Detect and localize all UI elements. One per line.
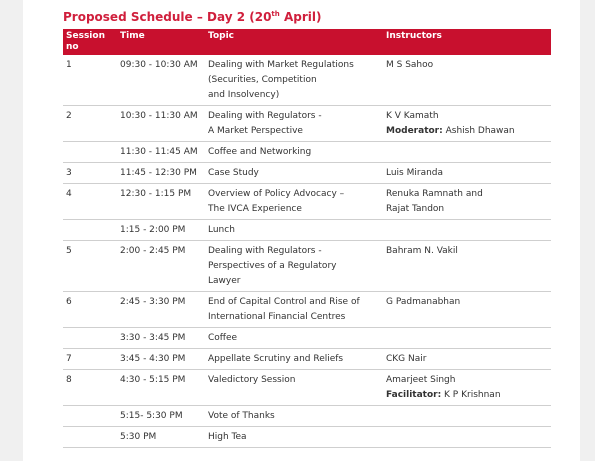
topic-line: Valedictory Session xyxy=(208,375,296,385)
session-cell: 5 xyxy=(63,241,117,292)
session-cell: 4 xyxy=(63,184,117,220)
topic-line: Perspectives of a Regulatory xyxy=(208,261,337,271)
topic-line: Coffee xyxy=(208,333,238,343)
instructor-line xyxy=(386,109,548,124)
topic-line: Lawyer xyxy=(208,276,241,286)
topic-line: Case Study xyxy=(208,168,259,178)
table-row xyxy=(63,427,551,448)
session-cell xyxy=(63,328,117,349)
header-topic: Topic xyxy=(208,31,234,41)
instructor-line xyxy=(386,295,548,310)
instructors-cell xyxy=(383,328,551,349)
instructors-cell xyxy=(383,292,551,328)
topic-cell xyxy=(205,55,383,106)
topic-cell xyxy=(205,406,383,427)
session-cell xyxy=(63,220,117,241)
instructor-line xyxy=(386,352,548,367)
topic-line: A Market Perspective xyxy=(208,126,303,136)
table-row xyxy=(63,370,551,406)
session-cell: 2 xyxy=(63,106,117,142)
table-row xyxy=(63,349,551,370)
topic-line: Coffee and Networking xyxy=(208,147,312,157)
instructor-line xyxy=(386,187,548,202)
instructors-cell xyxy=(383,142,551,163)
instructor-name: Luis Miranda xyxy=(386,168,444,178)
table-row xyxy=(63,241,551,292)
topic-line: Overview of Policy Advocacy – xyxy=(208,189,345,199)
table-header-row xyxy=(63,29,551,55)
time-cell: 11:30 - 11:45 AM xyxy=(117,142,205,163)
instructors-cell xyxy=(383,184,551,220)
topic-line: The IVCA Experience xyxy=(208,204,302,214)
instructor-name: K P Krishnan xyxy=(441,390,501,400)
session-cell: 8 xyxy=(63,370,117,406)
instructors-cell xyxy=(383,370,551,406)
topic-line: and Insolvency) xyxy=(208,90,280,100)
session-cell: 6 xyxy=(63,292,117,328)
topic-line: Lunch xyxy=(208,225,235,235)
instructor-line xyxy=(386,244,548,259)
time-cell: 2:45 - 3:30 PM xyxy=(117,292,205,328)
instructors-cell xyxy=(383,163,551,184)
instructor-line xyxy=(386,373,548,388)
topic-cell xyxy=(205,328,383,349)
instructors-cell xyxy=(383,55,551,106)
topic-line: Dealing with Regulators - xyxy=(208,246,322,256)
topic-cell xyxy=(205,427,383,448)
time-cell: 5:30 PM xyxy=(117,427,205,448)
topic-cell xyxy=(205,241,383,292)
session-cell: 1 xyxy=(63,55,117,106)
time-cell: 3:30 - 3:45 PM xyxy=(117,328,205,349)
instructor-line xyxy=(386,202,548,217)
topic-cell xyxy=(205,292,383,328)
topic-line: Vote of Thanks xyxy=(208,411,275,421)
instructor-name: CKG Nair xyxy=(386,354,427,364)
topic-line: Dealing with Regulators - xyxy=(208,111,322,121)
time-cell: 1:15 - 2:00 PM xyxy=(117,220,205,241)
instructors-cell xyxy=(383,406,551,427)
table-row xyxy=(63,292,551,328)
instructor-line xyxy=(386,388,548,403)
session-cell: 3 xyxy=(63,163,117,184)
session-cell xyxy=(63,406,117,427)
instructors-cell xyxy=(383,427,551,448)
table-row xyxy=(63,163,551,184)
table-row xyxy=(63,406,551,427)
time-cell: 5:15- 5:30 PM xyxy=(117,406,205,427)
time-cell: 12:30 - 1:15 PM xyxy=(117,184,205,220)
topic-cell xyxy=(205,370,383,406)
instructor-line xyxy=(386,166,548,181)
instructors-cell xyxy=(383,241,551,292)
time-cell: 2:00 - 2:45 PM xyxy=(117,241,205,292)
time-cell: 09:30 - 10:30 AM xyxy=(117,55,205,106)
instructor-role: Facilitator: xyxy=(386,390,442,400)
table-row xyxy=(63,106,551,142)
topic-cell xyxy=(205,184,383,220)
instructor-name: Amarjeet Singh xyxy=(386,375,456,385)
instructor-line xyxy=(386,58,548,73)
session-cell xyxy=(63,142,117,163)
instructors-cell xyxy=(383,220,551,241)
time-cell: 4:30 - 5:15 PM xyxy=(117,370,205,406)
instructor-name: Bahram N. Vakil xyxy=(386,246,458,256)
instructor-name: K V Kamath xyxy=(386,111,439,121)
header-session: Session no xyxy=(66,31,105,52)
schedule-title: Proposed Schedule – Day 2 (20th April) xyxy=(63,10,322,24)
session-cell: 7 xyxy=(63,349,117,370)
topic-cell xyxy=(205,220,383,241)
session-cell xyxy=(63,427,117,448)
header-time: Time xyxy=(120,31,145,41)
topic-line: International Financial Centres xyxy=(208,312,346,322)
schedule-table xyxy=(63,29,551,448)
topic-line: (Securities, Competition xyxy=(208,75,317,85)
instructor-name: Renuka Ramnath and xyxy=(386,189,483,199)
topic-line: End of Capital Control and Rise of xyxy=(208,297,360,307)
table-row xyxy=(63,328,551,349)
instructor-name: G Padmanabhan xyxy=(386,297,461,307)
instructor-role: Moderator: xyxy=(386,126,443,136)
topic-line: Dealing with Market Regulations xyxy=(208,60,354,70)
instructor-name: M S Sahoo xyxy=(386,60,434,70)
topic-cell xyxy=(205,163,383,184)
instructor-name: Ashish Dhawan xyxy=(442,126,515,136)
topic-line: Appellate Scrutiny and Reliefs xyxy=(208,354,344,364)
topic-cell xyxy=(205,142,383,163)
topic-cell xyxy=(205,106,383,142)
table-row xyxy=(63,220,551,241)
instructors-cell xyxy=(383,349,551,370)
time-cell: 11:45 - 12:30 PM xyxy=(117,163,205,184)
table-row xyxy=(63,184,551,220)
header-instructors: Instructors xyxy=(386,31,442,41)
table-row xyxy=(63,55,551,106)
topic-line: High Tea xyxy=(208,432,247,442)
instructors-cell xyxy=(383,106,551,142)
time-cell: 3:45 - 4:30 PM xyxy=(117,349,205,370)
instructor-name: Rajat Tandon xyxy=(386,204,445,214)
table-row xyxy=(63,142,551,163)
instructor-line xyxy=(386,124,548,139)
topic-cell xyxy=(205,349,383,370)
time-cell: 10:30 - 11:30 AM xyxy=(117,106,205,142)
